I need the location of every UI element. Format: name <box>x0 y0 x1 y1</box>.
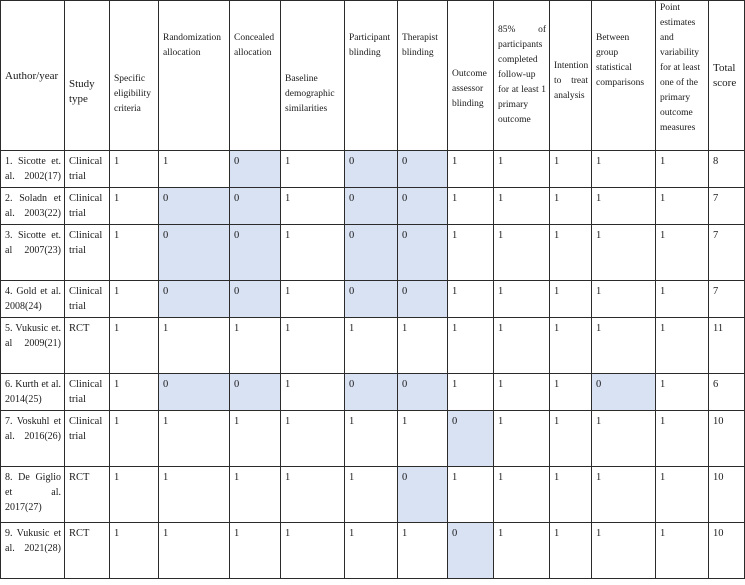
total-cell: 10 <box>709 467 745 523</box>
author-cell: 2. Soladn et al. 2003(22) <box>1 188 65 225</box>
score-cell: 1 <box>656 225 709 281</box>
score-cell: 0 <box>398 188 448 225</box>
score-cell: 1 <box>550 318 592 374</box>
score-cell: 1 <box>448 188 494 225</box>
score-cell: 1 <box>281 188 345 225</box>
score-cell: 1 <box>110 411 159 467</box>
score-cell: 1 <box>494 411 550 467</box>
score-cell: 1 <box>110 374 159 411</box>
total-cell: 10 <box>709 411 745 467</box>
score-cell: 1 <box>656 188 709 225</box>
total-cell: 6 <box>709 374 745 411</box>
table-row <box>1 318 745 374</box>
header-row <box>1 1 745 151</box>
score-cell: 1 <box>345 467 398 523</box>
score-cell: 1 <box>281 281 345 318</box>
score-cell: 1 <box>345 523 398 579</box>
score-cell: 1 <box>550 151 592 188</box>
score-cell: 1 <box>550 188 592 225</box>
score-cell: 0 <box>398 225 448 281</box>
header-point-estimates: Point estimates and variability for at least one of the primary outcome measures <box>656 1 709 151</box>
study-type-cell: RCT <box>65 467 110 523</box>
header-randomization: Randomization allocation <box>159 1 230 151</box>
score-cell: 1 <box>281 374 345 411</box>
score-cell: 1 <box>159 523 230 579</box>
author-cell: 8. De Giglio et al. 2017(27) <box>1 467 65 523</box>
score-cell: 1 <box>448 225 494 281</box>
score-cell: 1 <box>230 467 281 523</box>
author-cell: 7. Voskuhl et al. 2016(26) <box>1 411 65 467</box>
score-cell: 0 <box>345 188 398 225</box>
score-cell: 1 <box>159 318 230 374</box>
score-cell: 0 <box>159 225 230 281</box>
score-cell: 0 <box>448 411 494 467</box>
score-cell: 1 <box>656 318 709 374</box>
score-cell: 1 <box>110 281 159 318</box>
score-cell: 1 <box>159 411 230 467</box>
header-itt: Intention to treat analysis <box>550 1 592 151</box>
author-cell: 6. Kurth et al. 2014(25) <box>1 374 65 411</box>
score-cell: 1 <box>592 281 656 318</box>
score-cell: 1 <box>494 281 550 318</box>
score-cell: 1 <box>281 411 345 467</box>
table-row <box>1 374 745 411</box>
score-cell: 1 <box>110 467 159 523</box>
score-cell: 1 <box>159 151 230 188</box>
total-cell: 8 <box>709 151 745 188</box>
study-type-cell: Clinical trial <box>65 151 110 188</box>
author-cell: 1. Sicotte et. al. 2002(17) <box>1 151 65 188</box>
header-author-year: Author/year <box>1 1 65 151</box>
total-cell: 7 <box>709 188 745 225</box>
score-cell: 1 <box>656 411 709 467</box>
score-cell: 1 <box>494 225 550 281</box>
score-cell: 1 <box>448 318 494 374</box>
score-cell: 0 <box>398 151 448 188</box>
score-cell: 1 <box>550 225 592 281</box>
score-cell: 0 <box>230 281 281 318</box>
score-cell: 1 <box>656 523 709 579</box>
study-type-cell: Clinical trial <box>65 374 110 411</box>
score-cell: 1 <box>494 523 550 579</box>
header-followup: 85% of participants completed follow-up for at least 1 primary outcome <box>494 1 550 151</box>
score-cell: 1 <box>656 467 709 523</box>
table-row <box>1 188 745 225</box>
header-between-group: Between group statistical comparisons <box>592 1 656 151</box>
score-cell: 1 <box>159 467 230 523</box>
score-cell: 1 <box>494 151 550 188</box>
study-type-cell: Clinical trial <box>65 188 110 225</box>
score-cell: 1 <box>656 374 709 411</box>
header-therapist-blinding: Therapist blinding <box>398 1 448 151</box>
score-cell: 1 <box>494 318 550 374</box>
score-cell: 1 <box>494 188 550 225</box>
score-cell: 1 <box>592 467 656 523</box>
table-row <box>1 467 745 523</box>
score-cell: 0 <box>345 151 398 188</box>
score-cell: 1 <box>656 281 709 318</box>
score-cell: 0 <box>159 374 230 411</box>
score-cell: 1 <box>448 467 494 523</box>
score-cell: 1 <box>592 411 656 467</box>
score-cell: 1 <box>592 188 656 225</box>
score-cell: 1 <box>230 411 281 467</box>
study-type-cell: Clinical trial <box>65 411 110 467</box>
total-cell: 7 <box>709 281 745 318</box>
score-cell: 1 <box>592 318 656 374</box>
score-cell: 0 <box>448 523 494 579</box>
score-cell: 0 <box>398 281 448 318</box>
header-total-score: Total score <box>709 1 745 151</box>
score-cell: 1 <box>110 225 159 281</box>
score-cell: 1 <box>110 188 159 225</box>
study-type-cell: RCT <box>65 523 110 579</box>
score-cell: 1 <box>592 225 656 281</box>
study-type-cell: Clinical trial <box>65 281 110 318</box>
score-cell: 1 <box>550 467 592 523</box>
score-cell: 1 <box>281 467 345 523</box>
score-cell: 1 <box>230 318 281 374</box>
score-cell: 1 <box>110 318 159 374</box>
score-cell: 1 <box>550 281 592 318</box>
score-cell: 1 <box>230 523 281 579</box>
header-baseline: Baseline demographic similarities <box>281 1 345 151</box>
score-cell: 0 <box>159 188 230 225</box>
score-cell: 1 <box>398 523 448 579</box>
total-cell: 10 <box>709 523 745 579</box>
score-cell: 0 <box>345 374 398 411</box>
score-cell: 1 <box>592 523 656 579</box>
score-cell: 0 <box>592 374 656 411</box>
score-cell: 1 <box>398 318 448 374</box>
score-cell: 0 <box>398 374 448 411</box>
score-cell: 1 <box>110 151 159 188</box>
table-row <box>1 281 745 318</box>
score-cell: 0 <box>230 374 281 411</box>
score-cell: 0 <box>159 281 230 318</box>
score-cell: 1 <box>398 411 448 467</box>
author-cell: 9. Vukusic et al. 2021(28) <box>1 523 65 579</box>
score-cell: 1 <box>281 523 345 579</box>
header-participant-blinding: Participant blinding <box>345 1 398 151</box>
score-cell: 1 <box>448 281 494 318</box>
score-cell: 1 <box>448 151 494 188</box>
author-cell: 4. Gold et al. 2008(24) <box>1 281 65 318</box>
study-type-cell: RCT <box>65 318 110 374</box>
table-row <box>1 411 745 467</box>
total-cell: 11 <box>709 318 745 374</box>
score-cell: 1 <box>550 374 592 411</box>
score-cell: 1 <box>110 523 159 579</box>
study-type-cell: Clinical trial <box>65 225 110 281</box>
header-study-type: Study type <box>65 1 110 151</box>
score-cell: 1 <box>281 151 345 188</box>
score-cell: 0 <box>345 225 398 281</box>
score-cell: 1 <box>281 225 345 281</box>
score-cell: 0 <box>230 188 281 225</box>
score-cell: 0 <box>345 281 398 318</box>
score-cell: 1 <box>592 151 656 188</box>
table-row <box>1 151 745 188</box>
score-cell: 1 <box>345 411 398 467</box>
score-cell: 1 <box>494 374 550 411</box>
score-cell: 1 <box>281 318 345 374</box>
header-outcome-assessor: Outcome assessor blinding <box>448 1 494 151</box>
score-cell: 1 <box>656 151 709 188</box>
score-cell: 0 <box>230 225 281 281</box>
author-cell: 5. Vukusic et. al 2009(21) <box>1 318 65 374</box>
header-concealed: Concealed allocation <box>230 1 281 151</box>
score-cell: 0 <box>398 467 448 523</box>
score-cell: 1 <box>345 318 398 374</box>
score-cell: 1 <box>550 411 592 467</box>
score-cell: 0 <box>230 151 281 188</box>
score-cell: 1 <box>494 467 550 523</box>
table-row <box>1 225 745 281</box>
table-row <box>1 523 745 579</box>
total-cell: 7 <box>709 225 745 281</box>
score-cell: 1 <box>550 523 592 579</box>
author-cell: 3. Sicotte et. al 2007(23) <box>1 225 65 281</box>
header-specific-eligibility: Specific eligibility criteria <box>110 1 159 151</box>
score-cell: 1 <box>448 374 494 411</box>
